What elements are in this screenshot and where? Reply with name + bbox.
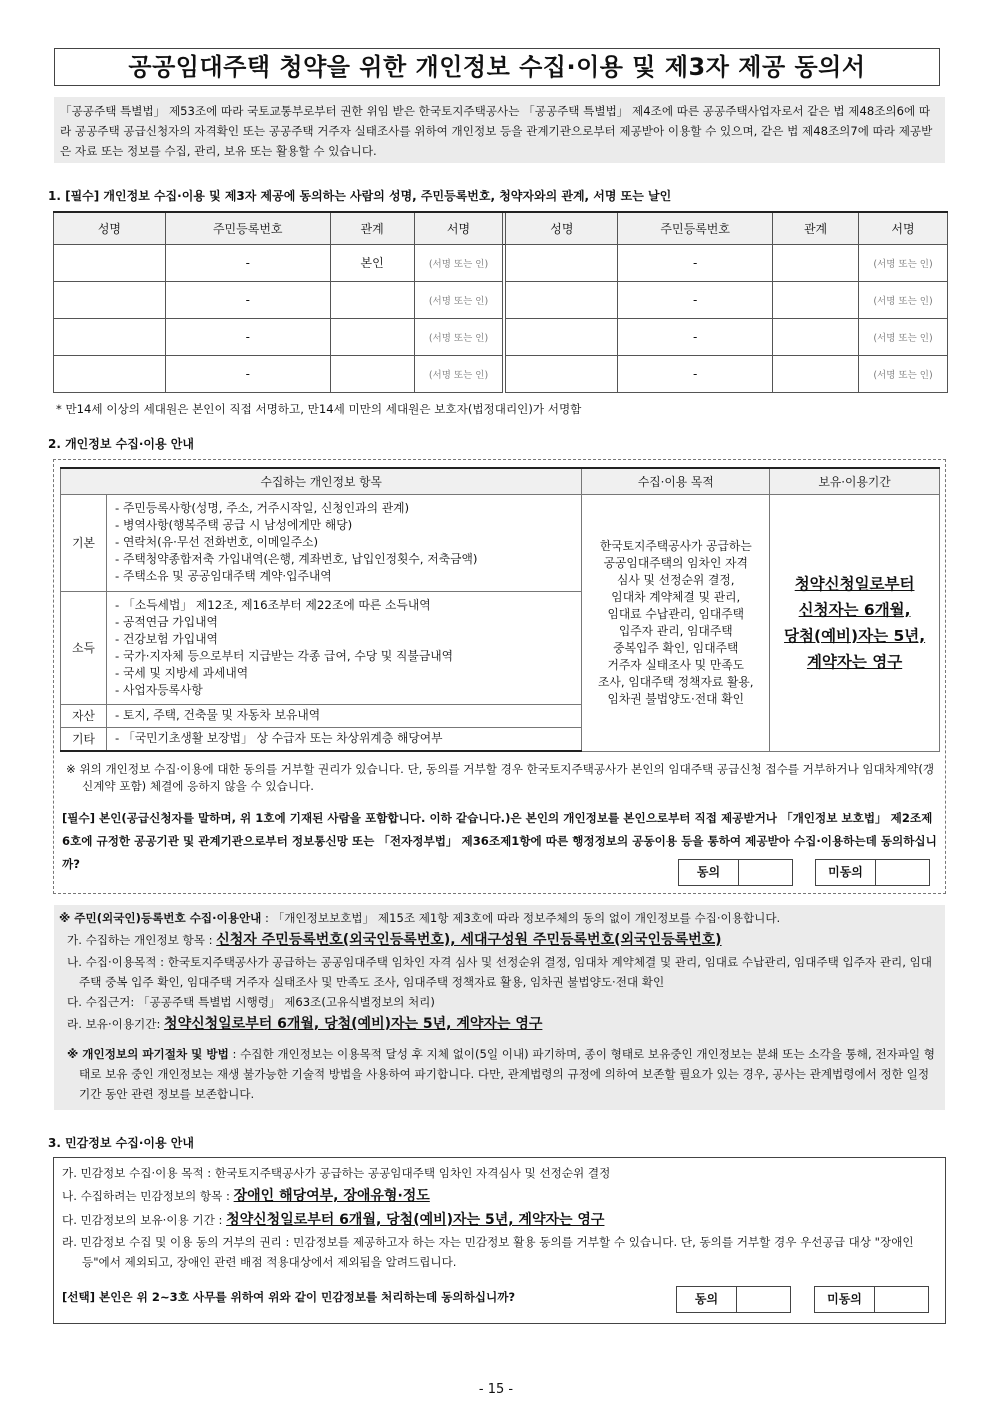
- section2-title: 2. 개인정보 수집·이용 안내: [48, 437, 194, 451]
- purpose-line: 공공임대주택의 임차인 자격: [603, 555, 748, 570]
- item: - 국가·지자체 등으로부터 지급받는 각종 급여, 수당 및 직불금내역: [114, 648, 454, 663]
- rrn-heading-bold: ※ 주민(외국인)등록번호 수집·이용안내: [59, 911, 262, 925]
- item: - 주택소유 및 공공임대주택 계약·입주내역: [114, 569, 332, 583]
- header-name: 성명: [506, 212, 618, 244]
- relation-field[interactable]: [773, 355, 859, 392]
- purpose-line: 입주자 관리, 임대주택: [618, 623, 733, 638]
- signature-field[interactable]: (서명 또는 인): [859, 244, 948, 281]
- category-items: [106, 727, 581, 751]
- destroy-notice: [59, 1044, 940, 1104]
- category-items: [106, 704, 581, 727]
- section1-title: 1. [필수] 개인정보 수집·이용 및 제3자 제공에 동의하는 사람의 성명, 주민등록번호, 청약자와의 관계, 서명 또는 날인: [48, 189, 672, 203]
- relation-field[interactable]: [773, 281, 859, 318]
- sensitive-item-c-value: 청약신청일로부터 6개월, 당첨(예비)자는 5년, 계약자는 영구: [226, 1212, 605, 1228]
- destroy-text: : 수집한 개인정보는 이용목적 달성 후 지체 없이(5일 이내) 파기하며, 종이 형태로 보유중인 개인정보는 분쇄 또는 소각을 통해, 전자파일 형태로 보유 중인 개인정보는 재생 불가능한 기술적 방법을 사용하여 파기합니다. 다만, 관계법령의 규정에 의하여 보존할 필요가 있는 경우, 공사는 관계법령에서 정한 일정기간 동안 관련 정보를 보존합니다.: [79, 1047, 935, 1101]
- name-field[interactable]: [54, 355, 166, 392]
- refusal-note: ※ 위의 개인정보 수집·이용에 대한 동의를 거부할 권리가 있습니다. 단, 동의를 거부할 경우 한국토지주택공사가 본인의 임대주택 공급신청 접수를 거부하거나 임대차계약(갱신계약 포함) 체결에 응하지 않을 수 있습니다.: [66, 762, 935, 793]
- signature-field[interactable]: (서명 또는 인): [414, 281, 503, 318]
- purpose-line: 임차권 불법양도·전대 확인: [607, 691, 745, 706]
- period-cell: [770, 494, 940, 751]
- rrn-field[interactable]: -: [165, 318, 330, 355]
- signature-field[interactable]: (서명 또는 인): [859, 355, 948, 392]
- header-signature: 서명: [414, 212, 503, 244]
- rrn-notice-block: [54, 905, 945, 1110]
- signatory-header-row: [54, 212, 948, 244]
- purpose-line: 중복입주 확인, 임대주택: [613, 640, 739, 655]
- item: - 사업자등록사항: [114, 682, 203, 697]
- purpose-line: 조사, 임대주택 정책자료 활용,: [598, 674, 754, 689]
- rrn-field[interactable]: -: [165, 244, 330, 281]
- rrn-field[interactable]: -: [165, 355, 330, 392]
- header-signature: 서명: [859, 212, 948, 244]
- disagree-check-area[interactable]: [876, 860, 929, 885]
- sensitive-item-c-prefix: 다. 민감정보의 보유·이용 기간 :: [62, 1213, 227, 1227]
- category-label: 소득: [61, 591, 107, 704]
- sensitive-item-b: [62, 1184, 937, 1208]
- signature-field[interactable]: (서명 또는 인): [414, 318, 503, 355]
- disagree-check-area[interactable]: [875, 1287, 928, 1312]
- rrn-item-d-prefix: 라. 보유·이용기간:: [67, 1017, 165, 1031]
- sensitive-disagree-checkbox[interactable]: [814, 1286, 929, 1313]
- signature-note: * 만14세 이상의 세대원은 본인이 직접 서명하고, 만14세 미만의 세대원은 보호자(법정대리인)가 서명함: [56, 402, 582, 416]
- sensitive-agree-checkbox[interactable]: [676, 1286, 791, 1313]
- period-line: 신청자는 6개월,: [798, 600, 911, 619]
- signatory-row: [54, 355, 948, 392]
- rrn-item-a-value: 신청자 주민등록번호(외국인등록번호), 세대구성원 주민등록번호(외국인등록번호): [216, 932, 722, 948]
- header-period: 보유·이용기간: [770, 468, 940, 494]
- category-label: 자산: [61, 704, 107, 727]
- disagree-label: 미동의: [815, 1287, 875, 1312]
- name-field[interactable]: [54, 318, 166, 355]
- name-field[interactable]: [506, 244, 618, 281]
- category-row-basic: [61, 494, 940, 591]
- rrn-field[interactable]: -: [618, 355, 773, 392]
- signatory-row: [54, 318, 948, 355]
- rrn-field[interactable]: -: [618, 318, 773, 355]
- header-purpose: 수집·이용 목적: [582, 468, 770, 494]
- consent-question-required: [필수] 본인(공급신청자를 말하며, 위 1호에 기재된 사람을 포함합니다. 이하 같습니다.)은 본인의 개인정보를 본인으로부터 직접 제공받거나 「개인정보 보호법」 제2조제6호에 규정한 공공기관 및 관계기관으로부터 정보통신망 또는 「전자정부법」 제36조제1항에 따른 행정정보의 공동이용 등을 통하여 제공받아 수집·이용하는데 동의하십니까?: [62, 811, 937, 871]
- rrn-item-c: 다. 수집근거: 「공공주택 특별법 시행령」 제63조(고유식별정보의 처리): [67, 995, 435, 1009]
- rrn-field[interactable]: -: [165, 281, 330, 318]
- relation-field[interactable]: [330, 281, 414, 318]
- purpose-line: 거주자 실태조사 및 만족도: [607, 657, 745, 672]
- agree-check-area[interactable]: [739, 860, 792, 885]
- signature-field[interactable]: (서명 또는 인): [414, 355, 503, 392]
- rrn-notice-heading: [59, 908, 940, 928]
- item: - 병역사항(행복주택 공급 시 남성에게만 해당): [114, 518, 353, 532]
- item: - 연락처(유·무선 전화번호, 이메일주소): [114, 535, 319, 549]
- intro-paragraph: 「공공주택 특별법」 제53조에 따라 국토교통부로부터 권한 위임 받은 한국토지주택공사는 「공공주택 특별법」 제4조에 따른 공공주택사업자로서 같은 법 제48조의6에 따라 공공주택 공급신청자의 자격확인 또는 공공주택 거주자 실태조사를 위하여 개인정보 등을 관계기관으로부터 제공받아 이용할 수 있으며, 같은 법 제48조의7에 따라 제공받은 자료 또는 정보를 수집, 관리, 보유 또는 활용할 수 있습니다.: [54, 97, 945, 163]
- agree-label: 동의: [677, 1287, 737, 1312]
- document-title: 공공임대주택 청약을 위한 개인정보 수집·이용 및 제3자 제공 동의서: [54, 48, 940, 86]
- name-field[interactable]: [506, 355, 618, 392]
- header-items: 수집하는 개인정보 항목: [61, 468, 582, 494]
- period-line: 계약자는 영구: [806, 652, 903, 671]
- category-items: [106, 494, 581, 591]
- agree-label: 동의: [679, 860, 739, 885]
- rrn-heading-rest: : 「개인정보보호법」 제15조 제1항 제3호에 따라 정보주체의 동의 없이 개인정보를 수집·이용합니다.: [261, 911, 781, 925]
- signature-field[interactable]: (서명 또는 인): [414, 244, 503, 281]
- item: - 국세 및 지방세 과세내역: [114, 665, 249, 680]
- item: - 주민등록사항(성명, 주소, 거주시작일, 신청인과의 관계): [114, 501, 410, 515]
- category-label: 기타: [61, 727, 107, 751]
- rrn-item-a-prefix: 가. 수집하는 개인정보 항목 :: [67, 933, 217, 947]
- item: - 「소득세법」 제12조, 제16조부터 제22조에 따른 소득내역: [114, 597, 431, 612]
- page-number: - 15 -: [478, 1382, 514, 1397]
- section3-box: [53, 1157, 946, 1324]
- agree-check-area[interactable]: [737, 1287, 790, 1312]
- signatory-row: [54, 281, 948, 318]
- sensitive-item-b-prefix: 나. 수집하려는 민감정보의 항목 :: [62, 1189, 234, 1203]
- rrn-field[interactable]: -: [618, 244, 773, 281]
- category-label: 기본: [61, 494, 107, 591]
- purpose-line: 임대차 계약체결 및 관리,: [611, 589, 741, 604]
- rrn-item-b: 나. 수집·이용목적 : 한국토지주택공사가 공급하는 공공임대주택 임차인 자격 심사 및 선정순위 결정, 임대차 계약체결 및 관리, 임대료 수납관리, 임대주택 입주자 관리, 임대주택 중복 입주 확인, 임대주택 거주자 실태조사 및 만족도 조사, 임대주택 정책자료 활용, 임차권 불법양도·전대 확인: [67, 955, 932, 989]
- purpose-line: 심사 및 선정순위 결정,: [617, 572, 735, 587]
- item: - 「국민기초생활 보장법」 상 수급자 또는 차상위계층 해당여부: [114, 731, 443, 746]
- signatory-table: [53, 211, 948, 393]
- purpose-line: 임대료 수납관리, 임대주택: [607, 606, 745, 621]
- relation-field[interactable]: 본인: [330, 244, 414, 281]
- category-items: [106, 591, 581, 704]
- disagree-checkbox[interactable]: [815, 859, 930, 886]
- item: - 건강보험 가입내역: [114, 631, 218, 646]
- relation-field[interactable]: [773, 244, 859, 281]
- name-field[interactable]: [506, 318, 618, 355]
- sensitive-item-b-value: 장애인 해당여부, 장애유형·정도: [233, 1188, 430, 1204]
- purpose-line: 한국토지주택공사가 공급하는: [599, 538, 752, 553]
- item: - 공적연금 가입내역: [114, 614, 218, 629]
- collection-header-row: [61, 468, 940, 494]
- header-relation: 관계: [773, 212, 859, 244]
- header-relation: 관계: [330, 212, 414, 244]
- rrn-item-d: [59, 1012, 940, 1036]
- header-rrn: 주민등록번호: [618, 212, 773, 244]
- relation-field[interactable]: [330, 318, 414, 355]
- signatory-row: [54, 244, 948, 281]
- signature-field[interactable]: (서명 또는 인): [859, 281, 948, 318]
- header-name: 성명: [54, 212, 166, 244]
- relation-field[interactable]: [773, 318, 859, 355]
- sensitive-item-c: [62, 1208, 937, 1232]
- header-rrn: 주민등록번호: [165, 212, 330, 244]
- name-field[interactable]: [54, 244, 166, 281]
- disagree-label: 미동의: [816, 860, 876, 885]
- sensitive-item-a: 가. 민감정보 수집·이용 목적 : 한국토지주택공사가 공급하는 공공임대주택 임차인 자격심사 및 선정순위 결정: [62, 1166, 611, 1180]
- sensitive-item-d: 라. 민감정보 수집 및 이용 동의 거부의 권리 : 민감정보를 제공하고자 하는 자는 민감정보 활용 동의를 거부할 수 있습니다. 단, 동의를 거부할 경우 우선공급 대상 "장애인 등"에서 제외되고, 장애인 관련 배점 적용대상에서 제외됨을 알려드립니다.: [62, 1235, 914, 1269]
- signature-field[interactable]: (서명 또는 인): [859, 318, 948, 355]
- name-field[interactable]: [54, 281, 166, 318]
- period-line: 청약신청일로부터: [794, 574, 915, 593]
- rrn-field[interactable]: -: [618, 281, 773, 318]
- period-line: 당첨(예비)자는 5년,: [784, 626, 926, 645]
- rrn-item-d-value: 청약신청일로부터 6개월, 당첨(예비)자는 5년, 계약자는 영구: [164, 1016, 543, 1032]
- relation-field[interactable]: [330, 355, 414, 392]
- item: - 토지, 주택, 건축물 및 자동차 보유내역: [114, 708, 321, 722]
- name-field[interactable]: [506, 281, 618, 318]
- destroy-heading: ※ 개인정보의 파기절차 및 방법: [67, 1047, 229, 1061]
- purpose-cell: [582, 494, 770, 751]
- section3-title: 3. 민감정보 수집·이용 안내: [48, 1136, 194, 1150]
- rrn-item-a: [59, 928, 940, 952]
- collection-table: [60, 467, 940, 752]
- consent-question-optional: [선택] 본인은 위 2~3호 사무를 위하여 위와 같이 민감정보를 처리하는데 동의하십니까?: [62, 1290, 516, 1304]
- agree-checkbox[interactable]: [678, 859, 793, 886]
- item: - 주택청약종합저축 가입내역(은행, 계좌번호, 납입인정횟수, 저축금액): [114, 552, 478, 566]
